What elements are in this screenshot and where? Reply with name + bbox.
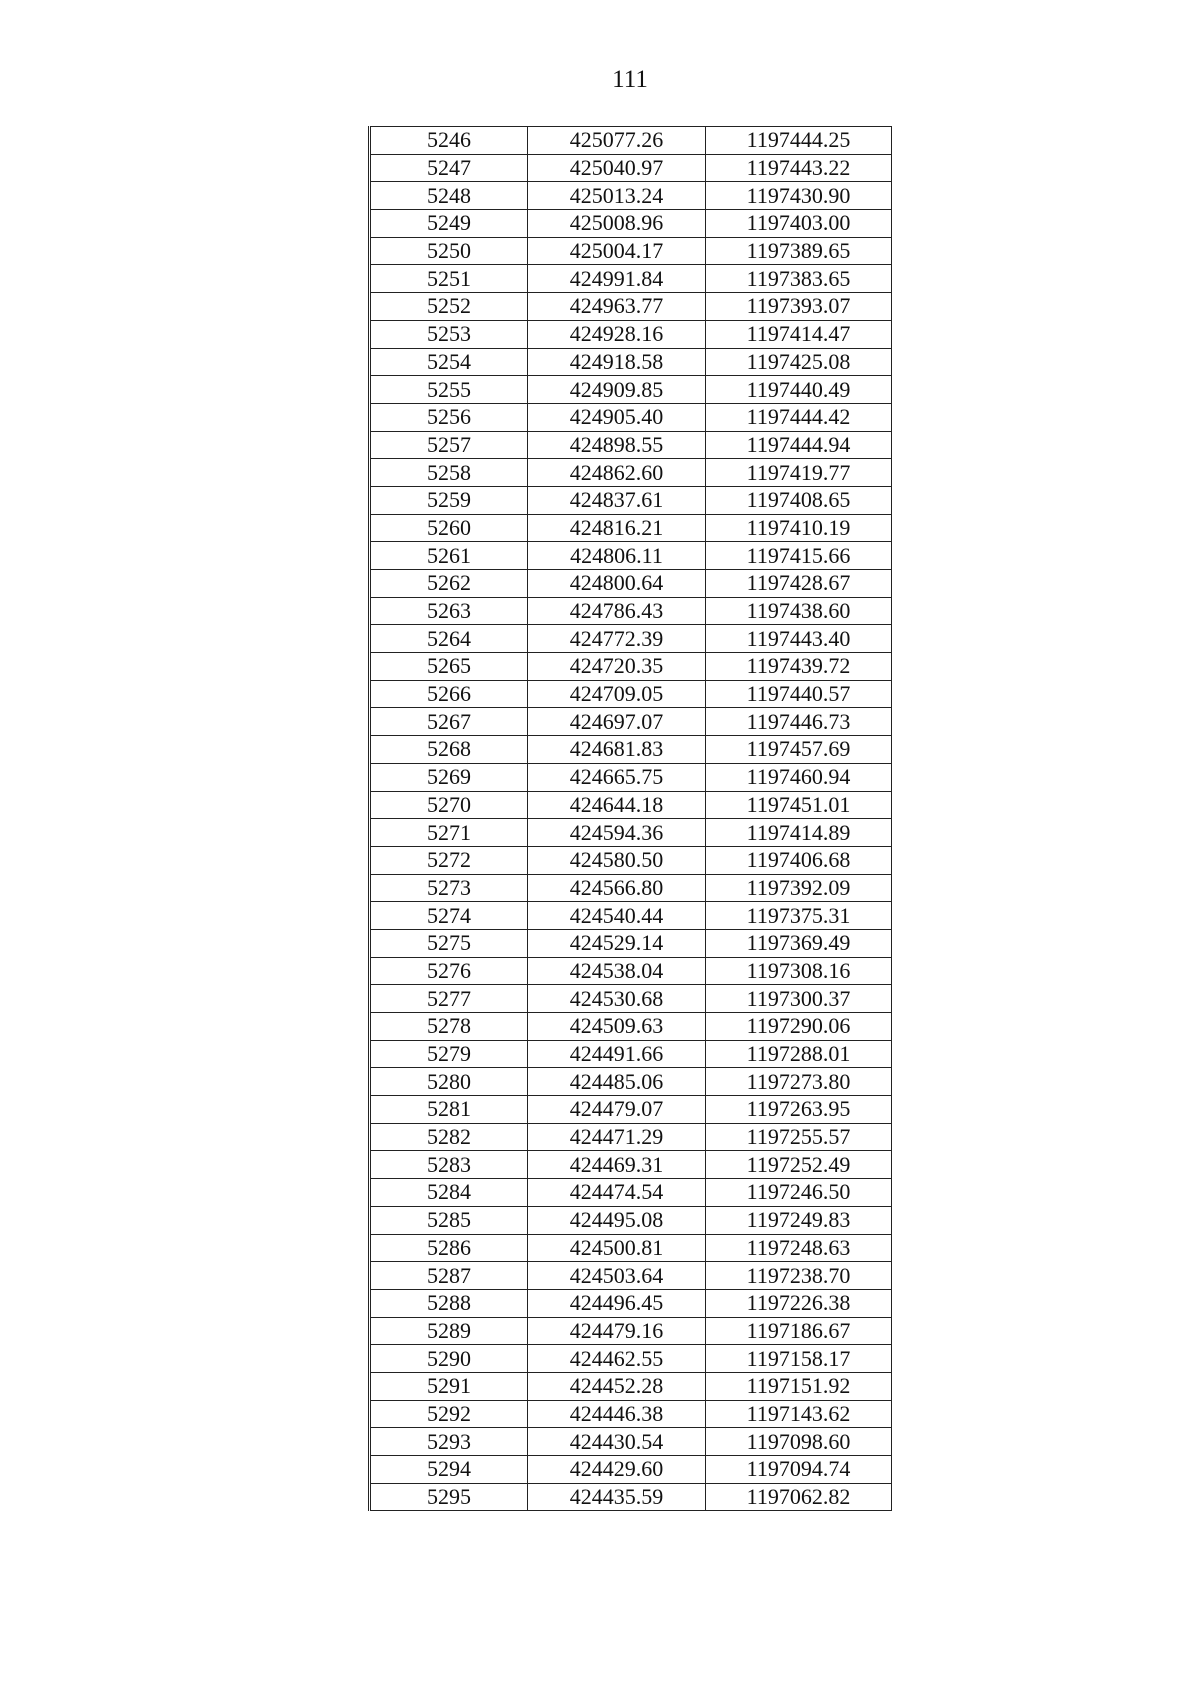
table-row <box>370 182 892 210</box>
x-coordinate-cell: 424446.38 <box>528 1400 706 1428</box>
point-number-cell: 5259 <box>370 486 528 514</box>
x-coordinate-cell: 424772.39 <box>528 625 706 653</box>
table-row <box>370 929 892 957</box>
table-row <box>370 819 892 847</box>
point-number-cell: 5264 <box>370 625 528 653</box>
y-coordinate-cell: 1197094.74 <box>706 1456 892 1484</box>
y-coordinate-cell: 1197375.31 <box>706 902 892 930</box>
table-row <box>370 1040 892 1068</box>
x-coordinate-cell: 424991.84 <box>528 265 706 293</box>
table-row <box>370 680 892 708</box>
y-coordinate-cell: 1197444.94 <box>706 431 892 459</box>
y-coordinate-cell: 1197249.83 <box>706 1206 892 1234</box>
point-number-cell: 5248 <box>370 182 528 210</box>
table-row <box>370 902 892 930</box>
point-number-cell: 5277 <box>370 985 528 1013</box>
y-coordinate-cell: 1197226.38 <box>706 1289 892 1317</box>
x-coordinate-cell: 425008.96 <box>528 210 706 238</box>
point-number-cell: 5289 <box>370 1317 528 1345</box>
table-row <box>370 348 892 376</box>
x-coordinate-cell: 424928.16 <box>528 320 706 348</box>
table-row <box>370 1400 892 1428</box>
y-coordinate-cell: 1197428.67 <box>706 570 892 598</box>
page-number: 111 <box>612 66 648 93</box>
table-row <box>370 1096 892 1124</box>
x-coordinate-cell: 424644.18 <box>528 791 706 819</box>
x-coordinate-cell: 424963.77 <box>528 293 706 321</box>
table-row <box>370 1013 892 1041</box>
x-coordinate-cell: 424862.60 <box>528 459 706 487</box>
point-number-cell: 5261 <box>370 542 528 570</box>
point-number-cell: 5275 <box>370 929 528 957</box>
table-row <box>370 403 892 431</box>
x-coordinate-cell: 424500.81 <box>528 1234 706 1262</box>
x-coordinate-cell: 424496.45 <box>528 1289 706 1317</box>
y-coordinate-cell: 1197290.06 <box>706 1013 892 1041</box>
point-number-cell: 5279 <box>370 1040 528 1068</box>
point-number-cell: 5271 <box>370 819 528 847</box>
y-coordinate-cell: 1197425.08 <box>706 348 892 376</box>
x-coordinate-cell: 424479.16 <box>528 1317 706 1345</box>
point-number-cell: 5263 <box>370 597 528 625</box>
table-row <box>370 1068 892 1096</box>
y-coordinate-cell: 1197460.94 <box>706 763 892 791</box>
y-coordinate-cell: 1197158.17 <box>706 1345 892 1373</box>
x-coordinate-cell: 424529.14 <box>528 929 706 957</box>
y-coordinate-cell: 1197414.47 <box>706 320 892 348</box>
x-coordinate-cell: 424720.35 <box>528 653 706 681</box>
table-row <box>370 1317 892 1345</box>
point-number-cell: 5266 <box>370 680 528 708</box>
point-number-cell: 5258 <box>370 459 528 487</box>
point-number-cell: 5272 <box>370 846 528 874</box>
x-coordinate-cell: 424800.64 <box>528 570 706 598</box>
y-coordinate-cell: 1197446.73 <box>706 708 892 736</box>
x-coordinate-cell: 425040.97 <box>528 154 706 182</box>
table-row <box>370 1372 892 1400</box>
point-number-cell: 5293 <box>370 1428 528 1456</box>
table-row <box>370 1483 892 1511</box>
y-coordinate-cell: 1197406.68 <box>706 846 892 874</box>
x-coordinate-cell: 424479.07 <box>528 1096 706 1124</box>
table-row <box>370 237 892 265</box>
table-row <box>370 154 892 182</box>
y-coordinate-cell: 1197451.01 <box>706 791 892 819</box>
point-number-cell: 5270 <box>370 791 528 819</box>
point-number-cell: 5294 <box>370 1456 528 1484</box>
y-coordinate-cell: 1197457.69 <box>706 736 892 764</box>
y-coordinate-cell: 1197186.67 <box>706 1317 892 1345</box>
y-coordinate-cell: 1197308.16 <box>706 957 892 985</box>
point-number-cell: 5249 <box>370 210 528 238</box>
coordinates-table-body <box>370 127 892 1511</box>
y-coordinate-cell: 1197263.95 <box>706 1096 892 1124</box>
table-row <box>370 1234 892 1262</box>
y-coordinate-cell: 1197440.49 <box>706 376 892 404</box>
y-coordinate-cell: 1197414.89 <box>706 819 892 847</box>
x-coordinate-cell: 425004.17 <box>528 237 706 265</box>
point-number-cell: 5257 <box>370 431 528 459</box>
point-number-cell: 5260 <box>370 514 528 542</box>
table-row <box>370 1289 892 1317</box>
table-row <box>370 736 892 764</box>
table-row <box>370 1345 892 1373</box>
x-coordinate-cell: 424837.61 <box>528 486 706 514</box>
x-coordinate-cell: 424491.66 <box>528 1040 706 1068</box>
y-coordinate-cell: 1197143.62 <box>706 1400 892 1428</box>
point-number-cell: 5288 <box>370 1289 528 1317</box>
table-row <box>370 265 892 293</box>
point-number-cell: 5295 <box>370 1483 528 1511</box>
point-number-cell: 5253 <box>370 320 528 348</box>
point-number-cell: 5273 <box>370 874 528 902</box>
point-number-cell: 5251 <box>370 265 528 293</box>
y-coordinate-cell: 1197415.66 <box>706 542 892 570</box>
x-coordinate-cell: 424697.07 <box>528 708 706 736</box>
x-coordinate-cell: 424452.28 <box>528 1372 706 1400</box>
x-coordinate-cell: 424485.06 <box>528 1068 706 1096</box>
point-number-cell: 5284 <box>370 1179 528 1207</box>
table-row <box>370 376 892 404</box>
x-coordinate-cell: 425013.24 <box>528 182 706 210</box>
x-coordinate-cell: 424469.31 <box>528 1151 706 1179</box>
y-coordinate-cell: 1197151.92 <box>706 1372 892 1400</box>
x-coordinate-cell: 424905.40 <box>528 403 706 431</box>
x-coordinate-cell: 424474.54 <box>528 1179 706 1207</box>
point-number-cell: 5291 <box>370 1372 528 1400</box>
point-number-cell: 5254 <box>370 348 528 376</box>
point-number-cell: 5286 <box>370 1234 528 1262</box>
point-number-cell: 5276 <box>370 957 528 985</box>
table-row <box>370 597 892 625</box>
point-number-cell: 5252 <box>370 293 528 321</box>
y-coordinate-cell: 1197403.00 <box>706 210 892 238</box>
x-coordinate-cell: 424909.85 <box>528 376 706 404</box>
point-number-cell: 5265 <box>370 653 528 681</box>
y-coordinate-cell: 1197300.37 <box>706 985 892 1013</box>
x-coordinate-cell: 424816.21 <box>528 514 706 542</box>
coordinates-table <box>368 126 892 1511</box>
table-row <box>370 127 892 155</box>
point-number-cell: 5247 <box>370 154 528 182</box>
table-row <box>370 1179 892 1207</box>
y-coordinate-cell: 1197392.09 <box>706 874 892 902</box>
point-number-cell: 5268 <box>370 736 528 764</box>
x-coordinate-cell: 424509.63 <box>528 1013 706 1041</box>
table-row <box>370 763 892 791</box>
x-coordinate-cell: 424540.44 <box>528 902 706 930</box>
y-coordinate-cell: 1197383.65 <box>706 265 892 293</box>
y-coordinate-cell: 1197288.01 <box>706 1040 892 1068</box>
x-coordinate-cell: 424435.59 <box>528 1483 706 1511</box>
table-row <box>370 293 892 321</box>
x-coordinate-cell: 424918.58 <box>528 348 706 376</box>
point-number-cell: 5255 <box>370 376 528 404</box>
point-number-cell: 5274 <box>370 902 528 930</box>
x-coordinate-cell: 424786.43 <box>528 597 706 625</box>
y-coordinate-cell: 1197440.57 <box>706 680 892 708</box>
y-coordinate-cell: 1197430.90 <box>706 182 892 210</box>
point-number-cell: 5267 <box>370 708 528 736</box>
table-row <box>370 459 892 487</box>
table-row <box>370 846 892 874</box>
table-row <box>370 1123 892 1151</box>
table-row <box>370 542 892 570</box>
x-coordinate-cell: 424538.04 <box>528 957 706 985</box>
y-coordinate-cell: 1197238.70 <box>706 1262 892 1290</box>
x-coordinate-cell: 424566.80 <box>528 874 706 902</box>
table-row <box>370 791 892 819</box>
table-row <box>370 210 892 238</box>
x-coordinate-cell: 424681.83 <box>528 736 706 764</box>
y-coordinate-cell: 1197443.22 <box>706 154 892 182</box>
y-coordinate-cell: 1197443.40 <box>706 625 892 653</box>
table-row <box>370 1262 892 1290</box>
x-coordinate-cell: 424430.54 <box>528 1428 706 1456</box>
y-coordinate-cell: 1197255.57 <box>706 1123 892 1151</box>
x-coordinate-cell: 424898.55 <box>528 431 706 459</box>
table-row <box>370 874 892 902</box>
y-coordinate-cell: 1197062.82 <box>706 1483 892 1511</box>
table-row <box>370 653 892 681</box>
table-row <box>370 985 892 1013</box>
point-number-cell: 5285 <box>370 1206 528 1234</box>
table-row <box>370 514 892 542</box>
table-row <box>370 570 892 598</box>
point-number-cell: 5281 <box>370 1096 528 1124</box>
x-coordinate-cell: 425077.26 <box>528 127 706 155</box>
y-coordinate-cell: 1197246.50 <box>706 1179 892 1207</box>
y-coordinate-cell: 1197273.80 <box>706 1068 892 1096</box>
x-coordinate-cell: 424806.11 <box>528 542 706 570</box>
point-number-cell: 5269 <box>370 763 528 791</box>
x-coordinate-cell: 424429.60 <box>528 1456 706 1484</box>
point-number-cell: 5262 <box>370 570 528 598</box>
table-row <box>370 1428 892 1456</box>
table-row <box>370 320 892 348</box>
y-coordinate-cell: 1197098.60 <box>706 1428 892 1456</box>
point-number-cell: 5250 <box>370 237 528 265</box>
y-coordinate-cell: 1197248.63 <box>706 1234 892 1262</box>
point-number-cell: 5283 <box>370 1151 528 1179</box>
y-coordinate-cell: 1197408.65 <box>706 486 892 514</box>
point-number-cell: 5287 <box>370 1262 528 1290</box>
point-number-cell: 5256 <box>370 403 528 431</box>
point-number-cell: 5278 <box>370 1013 528 1041</box>
y-coordinate-cell: 1197252.49 <box>706 1151 892 1179</box>
x-coordinate-cell: 424709.05 <box>528 680 706 708</box>
table-row <box>370 431 892 459</box>
table-row <box>370 625 892 653</box>
point-number-cell: 5280 <box>370 1068 528 1096</box>
table-row <box>370 1206 892 1234</box>
y-coordinate-cell: 1197439.72 <box>706 653 892 681</box>
table-row <box>370 1456 892 1484</box>
table-row <box>370 486 892 514</box>
x-coordinate-cell: 424665.75 <box>528 763 706 791</box>
y-coordinate-cell: 1197369.49 <box>706 929 892 957</box>
table-row <box>370 708 892 736</box>
table-row <box>370 957 892 985</box>
x-coordinate-cell: 424462.55 <box>528 1345 706 1373</box>
x-coordinate-cell: 424495.08 <box>528 1206 706 1234</box>
x-coordinate-cell: 424471.29 <box>528 1123 706 1151</box>
y-coordinate-cell: 1197389.65 <box>706 237 892 265</box>
y-coordinate-cell: 1197410.19 <box>706 514 892 542</box>
point-number-cell: 5282 <box>370 1123 528 1151</box>
y-coordinate-cell: 1197444.25 <box>706 127 892 155</box>
y-coordinate-cell: 1197444.42 <box>706 403 892 431</box>
y-coordinate-cell: 1197438.60 <box>706 597 892 625</box>
point-number-cell: 5246 <box>370 127 528 155</box>
table-row <box>370 1151 892 1179</box>
x-coordinate-cell: 424530.68 <box>528 985 706 1013</box>
y-coordinate-cell: 1197393.07 <box>706 293 892 321</box>
x-coordinate-cell: 424503.64 <box>528 1262 706 1290</box>
point-number-cell: 5290 <box>370 1345 528 1373</box>
x-coordinate-cell: 424580.50 <box>528 846 706 874</box>
point-number-cell: 5292 <box>370 1400 528 1428</box>
y-coordinate-cell: 1197419.77 <box>706 459 892 487</box>
x-coordinate-cell: 424594.36 <box>528 819 706 847</box>
